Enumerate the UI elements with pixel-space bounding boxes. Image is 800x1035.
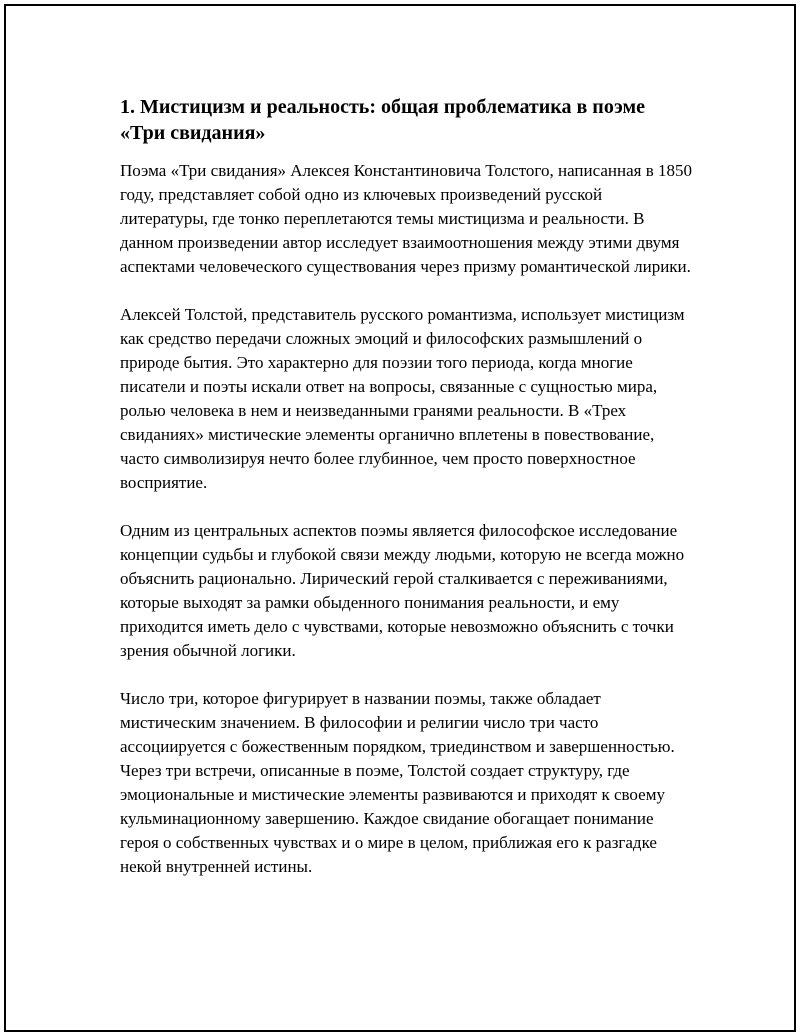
document-body — [120, 94, 692, 903]
paragraph-4: Число три, которое фигурирует в названии поэмы, также обладает мистическим значением. В философии и религии число три часто ассоциируется с божественным порядком, триединством и завершенностью. Через три встречи, описанные в поэме, Толстой создает структуру, где эмоциональные и мистические элементы развиваются и приходят к своему кульминационному завершению. Каждое свидание обогащает понимание героя о собственных чувствах и о мире в целом, приближая его к разгадке некой внутренней истины. — [120, 689, 675, 876]
section-heading: 1. Мистицизм и реальность: общая проблематика в поэме «Три свидания» — [120, 96, 646, 144]
paragraph-3: Одним из центральных аспектов поэмы является философское исследование концепции судьбы и глубокой связи между людьми, которую не всегда можно объяснить рационально. Лирический герой сталкивается с переживаниями, которые выходят за рамки обыденного понимания реальности, и ему приходится иметь дело с чувствами, которые невозможно объяснить с точки зрения обычной логики. — [120, 521, 685, 660]
paragraph-2: Алексей Толстой, представитель русского романтизма, использует мистицизм как средство передачи сложных эмоций и философских размышлений о природе бытия. Это характерно для поэзии того периода, когда многие писатели и поэты искали ответ на вопросы, связанные с сущностью мира, ролью человека в нем и неизведанными гранями реальности. В «Трех свиданиях» мистические элементы органично вплетены в повествование, часто символизируя нечто более глубинное, чем просто поверхностное восприятие. — [120, 305, 685, 492]
page-frame — [4, 4, 796, 1032]
paragraph-1: Поэма «Три свидания» Алексея Константиновича Толстого, написанная в 1850 году, представляет собой одно из ключевых произведений русской литературы, где тонко переплетаются темы мистицизма и реальности. В данном произведении автор исследует взаимоотношения между этими двумя аспектами человеческого существования через призму романтической лирики. — [120, 161, 692, 276]
